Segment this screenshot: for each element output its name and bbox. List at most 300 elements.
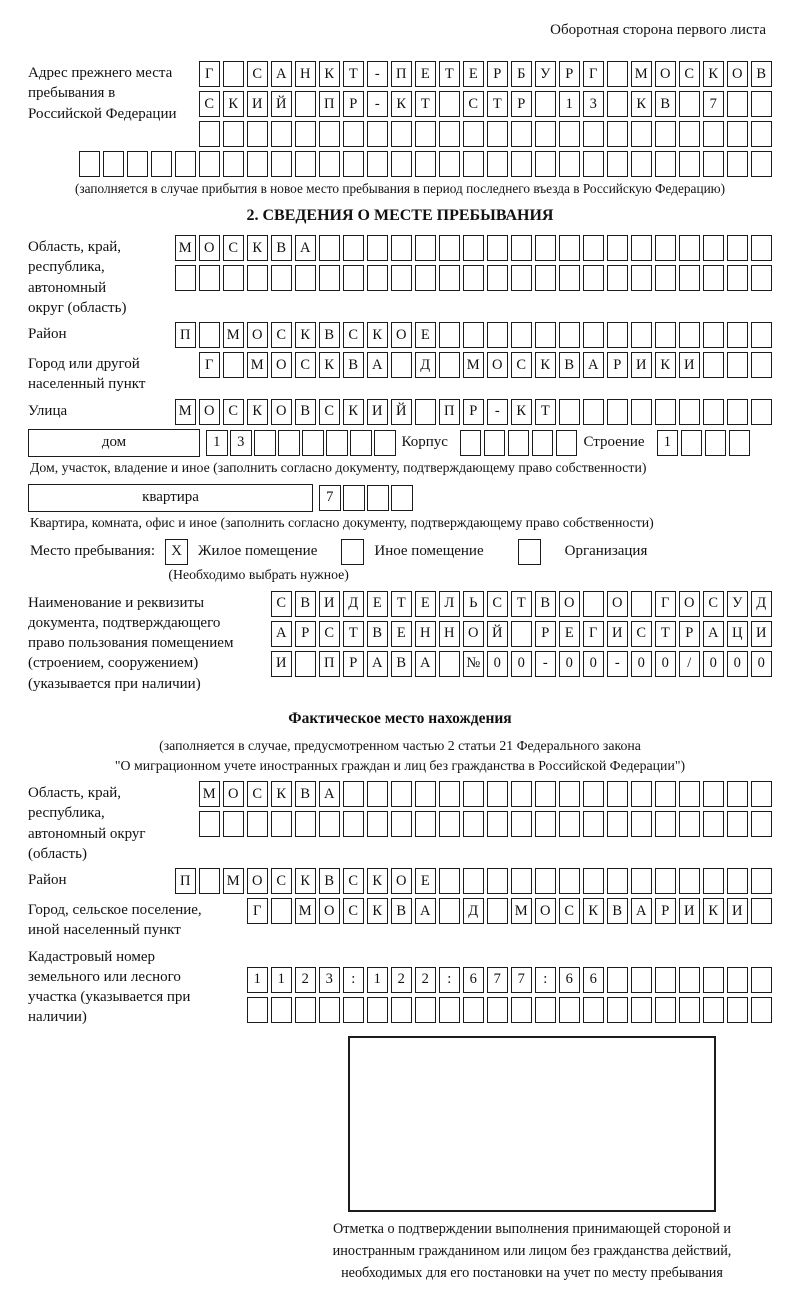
- char-cell[interactable]: Г: [247, 898, 269, 924]
- char-cell[interactable]: [271, 151, 293, 177]
- char-cell[interactable]: [439, 997, 461, 1023]
- char-cell[interactable]: [532, 430, 554, 456]
- char-cell[interactable]: [559, 151, 581, 177]
- char-cell[interactable]: -: [367, 91, 389, 117]
- char-cell[interactable]: [607, 868, 629, 894]
- char-cell[interactable]: У: [727, 591, 749, 617]
- char-cell[interactable]: О: [463, 621, 485, 647]
- char-cell[interactable]: [703, 997, 725, 1023]
- char-cell[interactable]: М: [223, 322, 245, 348]
- char-cell[interactable]: [559, 322, 581, 348]
- char-cell[interactable]: П: [439, 399, 461, 425]
- char-cell[interactable]: К: [343, 399, 365, 425]
- char-cell[interactable]: [463, 868, 485, 894]
- char-cell[interactable]: [679, 265, 701, 291]
- char-cell[interactable]: [439, 121, 461, 147]
- char-cell[interactable]: О: [247, 322, 269, 348]
- char-cell[interactable]: [391, 121, 413, 147]
- char-cell[interactable]: [439, 868, 461, 894]
- char-cell[interactable]: И: [367, 399, 389, 425]
- char-cell[interactable]: [631, 868, 653, 894]
- char-cell[interactable]: О: [727, 61, 749, 87]
- char-cell[interactable]: Е: [415, 322, 437, 348]
- char-cell[interactable]: В: [343, 352, 365, 378]
- char-cell[interactable]: [295, 265, 317, 291]
- char-cell[interactable]: [511, 781, 533, 807]
- char-cell[interactable]: [199, 265, 221, 291]
- char-cell[interactable]: [556, 430, 578, 456]
- char-cell[interactable]: 0: [511, 651, 533, 677]
- char-cell[interactable]: О: [607, 591, 629, 617]
- char-cell[interactable]: [247, 121, 269, 147]
- char-cell[interactable]: А: [631, 898, 653, 924]
- char-cell[interactable]: Т: [655, 621, 677, 647]
- char-cell[interactable]: [487, 997, 509, 1023]
- char-cell[interactable]: 3: [583, 91, 605, 117]
- char-cell[interactable]: [439, 322, 461, 348]
- char-cell[interactable]: :: [343, 967, 365, 993]
- char-cell[interactable]: М: [175, 399, 197, 425]
- char-cell[interactable]: [583, 811, 605, 837]
- char-cell[interactable]: М: [295, 898, 317, 924]
- char-cell[interactable]: [727, 235, 749, 261]
- char-cell[interactable]: [367, 121, 389, 147]
- char-cell[interactable]: [751, 121, 773, 147]
- char-cell[interactable]: Т: [511, 591, 533, 617]
- char-cell[interactable]: Р: [343, 651, 365, 677]
- char-cell[interactable]: М: [199, 781, 221, 807]
- char-cell[interactable]: М: [175, 235, 197, 261]
- char-cell[interactable]: [199, 868, 221, 894]
- char-cell[interactable]: С: [247, 61, 269, 87]
- char-cell[interactable]: [271, 121, 293, 147]
- char-cell[interactable]: П: [175, 868, 197, 894]
- char-cell[interactable]: П: [319, 91, 341, 117]
- char-cell[interactable]: Й: [271, 91, 293, 117]
- char-cell[interactable]: [583, 235, 605, 261]
- char-cell[interactable]: В: [295, 399, 317, 425]
- char-cell[interactable]: В: [295, 591, 317, 617]
- char-cell[interactable]: Л: [439, 591, 461, 617]
- char-cell[interactable]: [559, 811, 581, 837]
- char-cell[interactable]: К: [703, 61, 725, 87]
- char-cell[interactable]: В: [535, 591, 557, 617]
- char-cell[interactable]: 0: [751, 651, 773, 677]
- char-cell[interactable]: К: [367, 868, 389, 894]
- char-cell[interactable]: [655, 781, 677, 807]
- char-cell[interactable]: [484, 430, 506, 456]
- char-cell[interactable]: [415, 151, 437, 177]
- char-cell[interactable]: [655, 997, 677, 1023]
- char-cell[interactable]: И: [631, 352, 653, 378]
- char-cell[interactable]: [535, 811, 557, 837]
- char-cell[interactable]: [607, 121, 629, 147]
- char-cell[interactable]: [415, 121, 437, 147]
- char-cell[interactable]: Б: [511, 61, 533, 87]
- char-cell[interactable]: [415, 781, 437, 807]
- char-cell[interactable]: [199, 811, 221, 837]
- char-cell[interactable]: Д: [751, 591, 773, 617]
- char-cell[interactable]: [463, 781, 485, 807]
- char-cell[interactable]: П: [319, 651, 341, 677]
- char-cell[interactable]: [439, 898, 461, 924]
- char-cell[interactable]: [295, 651, 317, 677]
- char-cell[interactable]: 7: [319, 485, 341, 511]
- char-cell[interactable]: И: [247, 91, 269, 117]
- char-cell[interactable]: К: [271, 781, 293, 807]
- char-cell[interactable]: [583, 781, 605, 807]
- char-cell[interactable]: [367, 151, 389, 177]
- char-cell[interactable]: [703, 322, 725, 348]
- char-cell[interactable]: [655, 322, 677, 348]
- char-cell[interactable]: [703, 781, 725, 807]
- char-cell[interactable]: О: [199, 235, 221, 261]
- char-cell[interactable]: [511, 811, 533, 837]
- char-cell[interactable]: К: [319, 352, 341, 378]
- char-cell[interactable]: А: [415, 651, 437, 677]
- char-cell[interactable]: [679, 121, 701, 147]
- char-cell[interactable]: [679, 399, 701, 425]
- char-cell[interactable]: [367, 997, 389, 1023]
- char-cell[interactable]: [727, 151, 749, 177]
- char-cell[interactable]: И: [319, 591, 341, 617]
- char-cell[interactable]: [703, 352, 725, 378]
- char-cell[interactable]: М: [223, 868, 245, 894]
- char-cell[interactable]: [751, 868, 773, 894]
- char-cell[interactable]: [319, 235, 341, 261]
- char-cell[interactable]: М: [247, 352, 269, 378]
- char-cell[interactable]: [535, 91, 557, 117]
- char-cell[interactable]: К: [703, 898, 725, 924]
- char-cell[interactable]: В: [319, 322, 341, 348]
- char-cell[interactable]: [367, 811, 389, 837]
- char-cell[interactable]: [319, 265, 341, 291]
- char-cell[interactable]: И: [607, 621, 629, 647]
- char-cell[interactable]: К: [367, 898, 389, 924]
- char-cell[interactable]: С: [199, 91, 221, 117]
- char-cell[interactable]: [343, 235, 365, 261]
- char-cell[interactable]: [679, 151, 701, 177]
- char-cell[interactable]: [508, 430, 530, 456]
- char-cell[interactable]: С: [487, 591, 509, 617]
- char-cell[interactable]: В: [391, 898, 413, 924]
- char-cell[interactable]: Ц: [727, 621, 749, 647]
- char-cell[interactable]: [199, 151, 221, 177]
- char-cell[interactable]: [679, 868, 701, 894]
- char-cell[interactable]: [415, 235, 437, 261]
- char-cell[interactable]: 7: [703, 91, 725, 117]
- char-cell[interactable]: В: [367, 621, 389, 647]
- char-cell[interactable]: Р: [295, 621, 317, 647]
- char-cell[interactable]: С: [319, 621, 341, 647]
- char-cell[interactable]: Е: [415, 591, 437, 617]
- char-cell[interactable]: -: [487, 399, 509, 425]
- char-cell[interactable]: [607, 399, 629, 425]
- char-cell[interactable]: :: [535, 967, 557, 993]
- char-cell[interactable]: С: [511, 352, 533, 378]
- char-cell[interactable]: [511, 235, 533, 261]
- char-cell[interactable]: О: [487, 352, 509, 378]
- char-cell[interactable]: М: [463, 352, 485, 378]
- char-cell[interactable]: [487, 121, 509, 147]
- char-cell[interactable]: Т: [391, 591, 413, 617]
- char-cell[interactable]: В: [391, 651, 413, 677]
- char-cell[interactable]: О: [271, 399, 293, 425]
- char-cell[interactable]: [511, 997, 533, 1023]
- char-cell[interactable]: [463, 151, 485, 177]
- char-cell[interactable]: [631, 121, 653, 147]
- char-cell[interactable]: Т: [343, 61, 365, 87]
- char-cell[interactable]: 3: [319, 967, 341, 993]
- char-cell[interactable]: [583, 322, 605, 348]
- char-cell[interactable]: [367, 265, 389, 291]
- char-cell[interactable]: И: [727, 898, 749, 924]
- char-cell[interactable]: [679, 997, 701, 1023]
- char-cell[interactable]: /: [679, 651, 701, 677]
- char-cell[interactable]: Е: [415, 868, 437, 894]
- char-cell[interactable]: [295, 121, 317, 147]
- char-cell[interactable]: [559, 781, 581, 807]
- char-cell[interactable]: [302, 430, 324, 456]
- char-cell[interactable]: [319, 811, 341, 837]
- char-cell[interactable]: Г: [199, 61, 221, 87]
- checkbox-zhiloe[interactable]: X: [165, 539, 188, 565]
- char-cell[interactable]: И: [679, 898, 701, 924]
- char-cell[interactable]: [439, 151, 461, 177]
- char-cell[interactable]: [727, 781, 749, 807]
- char-cell[interactable]: [295, 151, 317, 177]
- char-cell[interactable]: Т: [439, 61, 461, 87]
- char-cell[interactable]: Т: [343, 621, 365, 647]
- char-cell[interactable]: [535, 265, 557, 291]
- char-cell[interactable]: О: [319, 898, 341, 924]
- char-cell[interactable]: [103, 151, 125, 177]
- char-cell[interactable]: Д: [463, 898, 485, 924]
- char-cell[interactable]: [727, 811, 749, 837]
- char-cell[interactable]: А: [295, 235, 317, 261]
- char-cell[interactable]: [391, 265, 413, 291]
- char-cell[interactable]: С: [631, 621, 653, 647]
- char-cell[interactable]: [415, 265, 437, 291]
- char-cell[interactable]: [463, 811, 485, 837]
- char-cell[interactable]: [367, 235, 389, 261]
- char-cell[interactable]: [679, 91, 701, 117]
- char-cell[interactable]: А: [271, 621, 293, 647]
- char-cell[interactable]: Р: [535, 621, 557, 647]
- char-cell[interactable]: А: [367, 651, 389, 677]
- char-cell[interactable]: [751, 322, 773, 348]
- char-cell[interactable]: [607, 322, 629, 348]
- char-cell[interactable]: [607, 151, 629, 177]
- char-cell[interactable]: [223, 151, 245, 177]
- char-cell[interactable]: [751, 265, 773, 291]
- char-cell[interactable]: [535, 997, 557, 1023]
- char-cell[interactable]: [583, 121, 605, 147]
- char-cell[interactable]: [751, 967, 773, 993]
- char-cell[interactable]: [487, 811, 509, 837]
- char-cell[interactable]: [350, 430, 372, 456]
- char-cell[interactable]: [727, 868, 749, 894]
- char-cell[interactable]: [607, 235, 629, 261]
- char-cell[interactable]: К: [511, 399, 533, 425]
- char-cell[interactable]: [559, 235, 581, 261]
- char-cell[interactable]: К: [583, 898, 605, 924]
- char-cell[interactable]: [463, 121, 485, 147]
- char-cell[interactable]: [271, 811, 293, 837]
- char-cell[interactable]: С: [223, 399, 245, 425]
- char-cell[interactable]: [247, 811, 269, 837]
- char-cell[interactable]: [751, 399, 773, 425]
- char-cell[interactable]: :: [439, 967, 461, 993]
- char-cell[interactable]: [751, 781, 773, 807]
- char-cell[interactable]: Е: [367, 591, 389, 617]
- char-cell[interactable]: [655, 399, 677, 425]
- char-cell[interactable]: С: [295, 352, 317, 378]
- char-cell[interactable]: [751, 352, 773, 378]
- char-cell[interactable]: [295, 997, 317, 1023]
- char-cell[interactable]: Р: [343, 91, 365, 117]
- char-cell[interactable]: К: [223, 91, 245, 117]
- char-cell[interactable]: [460, 430, 482, 456]
- char-cell[interactable]: [511, 121, 533, 147]
- char-cell[interactable]: [583, 997, 605, 1023]
- char-cell[interactable]: О: [271, 352, 293, 378]
- char-cell[interactable]: 2: [295, 967, 317, 993]
- char-cell[interactable]: В: [751, 61, 773, 87]
- char-cell[interactable]: [295, 811, 317, 837]
- char-cell[interactable]: [559, 868, 581, 894]
- char-cell[interactable]: [703, 151, 725, 177]
- char-cell[interactable]: [247, 151, 269, 177]
- char-cell[interactable]: Н: [295, 61, 317, 87]
- char-cell[interactable]: 1: [367, 967, 389, 993]
- char-cell[interactable]: [278, 430, 300, 456]
- char-cell[interactable]: Р: [679, 621, 701, 647]
- char-cell[interactable]: [703, 121, 725, 147]
- checkbox-inoe[interactable]: [341, 539, 364, 565]
- char-cell[interactable]: А: [415, 898, 437, 924]
- char-cell[interactable]: [439, 811, 461, 837]
- char-cell[interactable]: [271, 898, 293, 924]
- char-cell[interactable]: [679, 781, 701, 807]
- char-cell[interactable]: [727, 121, 749, 147]
- char-cell[interactable]: С: [271, 591, 293, 617]
- char-cell[interactable]: [631, 781, 653, 807]
- char-cell[interactable]: И: [751, 621, 773, 647]
- char-cell[interactable]: [655, 967, 677, 993]
- char-cell[interactable]: С: [343, 898, 365, 924]
- char-cell[interactable]: [79, 151, 101, 177]
- char-cell[interactable]: [705, 430, 727, 456]
- char-cell[interactable]: [631, 811, 653, 837]
- char-cell[interactable]: Ь: [463, 591, 485, 617]
- char-cell[interactable]: [729, 430, 751, 456]
- char-cell[interactable]: [487, 235, 509, 261]
- char-cell[interactable]: [655, 265, 677, 291]
- char-cell[interactable]: Д: [343, 591, 365, 617]
- char-cell[interactable]: А: [367, 352, 389, 378]
- char-cell[interactable]: [254, 430, 276, 456]
- char-cell[interactable]: [391, 235, 413, 261]
- char-cell[interactable]: [391, 151, 413, 177]
- char-cell[interactable]: С: [271, 868, 293, 894]
- char-cell[interactable]: [319, 151, 341, 177]
- char-cell[interactable]: [583, 151, 605, 177]
- char-cell[interactable]: [439, 91, 461, 117]
- char-cell[interactable]: [223, 61, 245, 87]
- char-cell[interactable]: 0: [655, 651, 677, 677]
- char-cell[interactable]: Г: [583, 621, 605, 647]
- char-cell[interactable]: С: [463, 91, 485, 117]
- char-cell[interactable]: Г: [655, 591, 677, 617]
- char-cell[interactable]: [583, 265, 605, 291]
- char-cell[interactable]: [681, 430, 703, 456]
- char-cell[interactable]: [439, 781, 461, 807]
- char-cell[interactable]: Р: [463, 399, 485, 425]
- char-cell[interactable]: [751, 811, 773, 837]
- char-cell[interactable]: К: [295, 868, 317, 894]
- char-cell[interactable]: [607, 781, 629, 807]
- char-cell[interactable]: 0: [487, 651, 509, 677]
- char-cell[interactable]: [415, 399, 437, 425]
- char-cell[interactable]: [727, 997, 749, 1023]
- char-cell[interactable]: [439, 352, 461, 378]
- char-cell[interactable]: К: [655, 352, 677, 378]
- char-cell[interactable]: [631, 151, 653, 177]
- char-cell[interactable]: [631, 399, 653, 425]
- char-cell[interactable]: [463, 997, 485, 1023]
- char-cell[interactable]: Й: [487, 621, 509, 647]
- char-cell[interactable]: И: [271, 651, 293, 677]
- char-cell[interactable]: [151, 151, 173, 177]
- char-cell[interactable]: [535, 121, 557, 147]
- char-cell[interactable]: [655, 811, 677, 837]
- char-cell[interactable]: А: [319, 781, 341, 807]
- char-cell[interactable]: [343, 121, 365, 147]
- char-cell[interactable]: [271, 997, 293, 1023]
- char-cell[interactable]: Е: [559, 621, 581, 647]
- char-cell[interactable]: Р: [559, 61, 581, 87]
- char-cell[interactable]: [319, 121, 341, 147]
- char-cell[interactable]: К: [247, 235, 269, 261]
- char-cell[interactable]: [655, 121, 677, 147]
- char-cell[interactable]: [391, 811, 413, 837]
- char-cell[interactable]: [439, 235, 461, 261]
- char-cell[interactable]: [343, 265, 365, 291]
- char-cell[interactable]: [247, 265, 269, 291]
- char-cell[interactable]: [607, 91, 629, 117]
- char-cell[interactable]: 7: [511, 967, 533, 993]
- char-cell[interactable]: [343, 151, 365, 177]
- char-cell[interactable]: [343, 811, 365, 837]
- char-cell[interactable]: [751, 898, 773, 924]
- char-cell[interactable]: Д: [415, 352, 437, 378]
- char-cell[interactable]: [655, 235, 677, 261]
- char-cell[interactable]: №: [463, 651, 485, 677]
- char-cell[interactable]: [367, 781, 389, 807]
- char-cell[interactable]: К: [319, 61, 341, 87]
- char-cell[interactable]: Н: [439, 621, 461, 647]
- char-cell[interactable]: [679, 967, 701, 993]
- char-cell[interactable]: К: [247, 399, 269, 425]
- char-cell[interactable]: [679, 322, 701, 348]
- char-cell[interactable]: -: [367, 61, 389, 87]
- char-cell[interactable]: 3: [230, 430, 252, 456]
- char-cell[interactable]: 7: [487, 967, 509, 993]
- char-cell[interactable]: [326, 430, 348, 456]
- char-cell[interactable]: [223, 352, 245, 378]
- char-cell[interactable]: О: [679, 591, 701, 617]
